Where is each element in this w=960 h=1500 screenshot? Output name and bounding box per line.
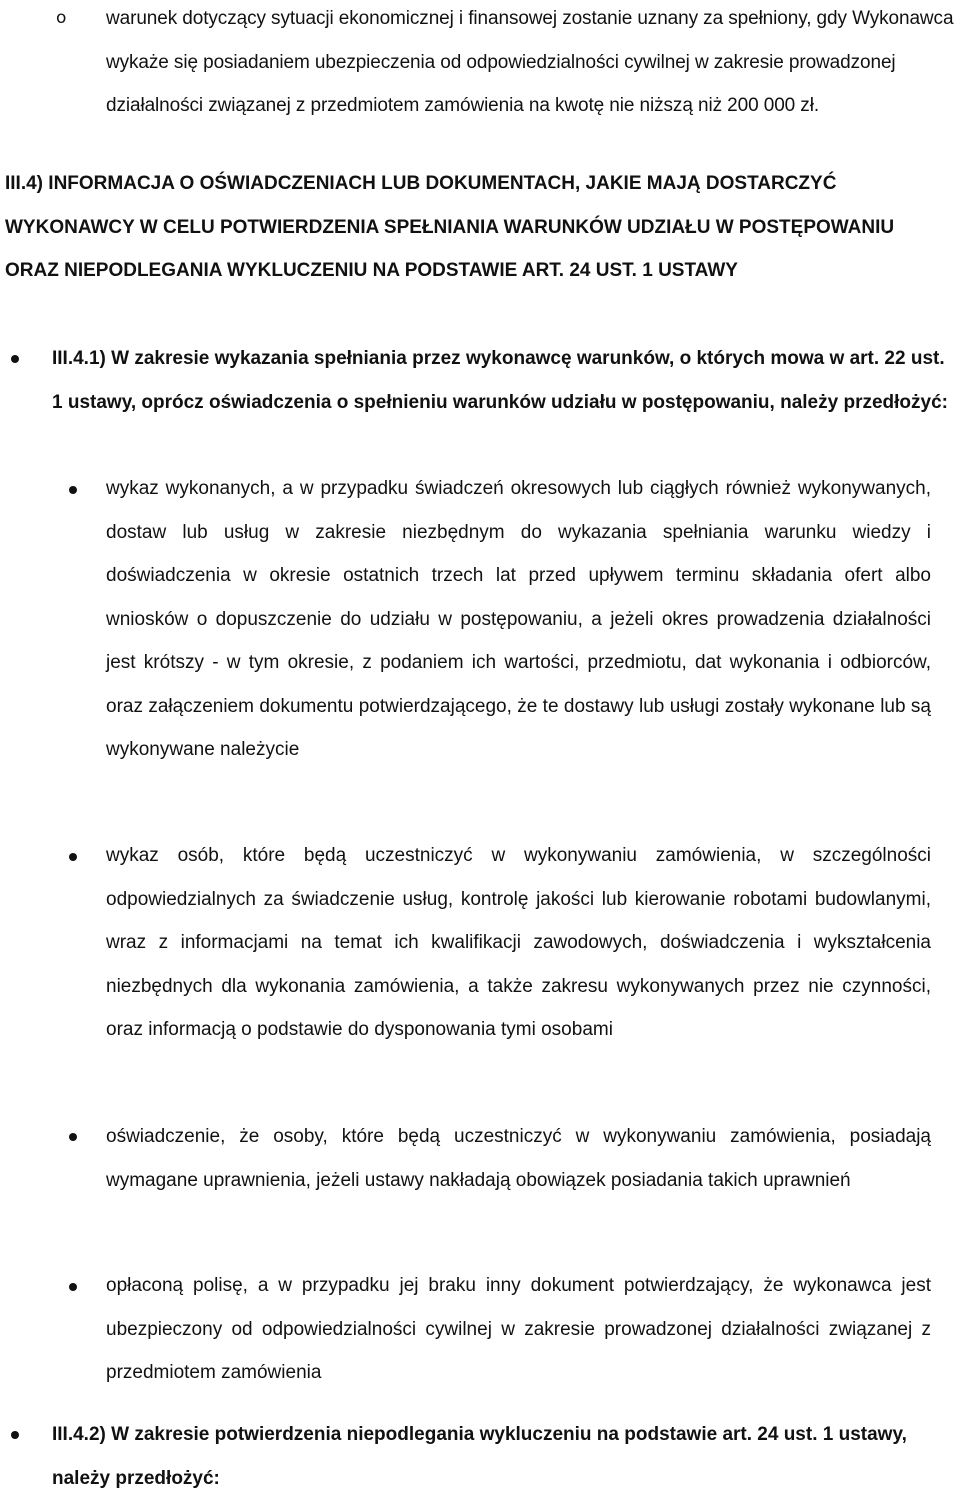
bullet-icon	[69, 1133, 77, 1141]
list-item: wykaz wykonanych, a w przypadku świadczeń okresowych lub ciągłych również wykonywanych, dostaw lub usług w zakresie niezbędnym do wykazania spełniania warunku wiedzy i doświadczenia w okresie ostatnich trzech lat przed upływem terminu składania ofert albo wniosków o dopuszczenie do udziału w postępowaniu, a jeżeli okres prowadzenia działalności jest krótszy - w tym okresie, z podaniem ich wartości, przedmiotu, dat wykonania i odbiorców, oraz załączeniem dokumentu potwierdzającego, że te dostawy lub usługi zostały wykonane lub są wykonywane należycie	[106, 478, 931, 760]
condition-paragraph: warunek dotyczący sytuacji ekonomicznej i finansowej zostanie uznany za spełniony, gdy Wykonawca wykaże się posiadaniem ubezpieczenia od odpowiedzialności cywilnej w zakresie prowadzonej działalności związanej z przedmiotem zamówienia na kwotę nie niższą niż 200 000 zł.	[106, 8, 954, 116]
list-item: wykaz osób, które będą uczestniczyć w wykonywaniu zamówienia, w szczególności odpowiedzialnych za świadczenie usług, kontrolę jakości lub kierowanie robotami budowlanymi, wraz z informacjami na temat ich kwalifikacji zawodowych, doświadczenia i wykształcenia niezbędnych dla wykonania zamówienia, a także zakresu wykonywanych przez nie czynności, oraz informacją o podstawie do dysponowania tymi osobami	[106, 845, 931, 1040]
bullet-icon	[11, 355, 19, 363]
bullet-icon	[69, 853, 77, 861]
bullet-icon	[69, 486, 77, 494]
subsection-heading-1: III.4.1) W zakresie wykazania spełniania przez wykonawcę warunków, o których mowa w art. 22 ust. 1 ustawy, oprócz oświadczenia o spełnieniu warunków udziału w postępowaniu, należy przedłożyć:	[52, 348, 948, 413]
section-heading: III.4) INFORMACJA O OŚWIADCZENIACH LUB DOKUMENTACH, JAKIE MAJĄ DOSTARCZYĆ WYKONAWCY W CELU POTWIERDZENIA SPEŁNIANIA WARUNKÓW UDZIAŁU W POSTĘPOWANIU ORAZ NIEPODLEGANIA WYKLUCZENIU NA PODSTAWIE ART. 24 UST. 1 USTAWY	[5, 173, 895, 281]
list-marker-o: o	[56, 8, 67, 28]
list-item: opłaconą polisę, a w przypadku jej braku inny dokument potwierdzający, że wykonawca jest ubezpieczony od odpowiedzialności cywilnej w zakresie prowadzonej działalności związanej z przedmiotem zamówienia	[106, 1275, 931, 1383]
subsection-heading-2: III.4.2) W zakresie potwierdzenia niepodlegania wykluczeniu na podstawie art. 24 ust. 1 ustawy, należy przedłożyć:	[52, 1424, 907, 1489]
bullet-icon	[69, 1283, 77, 1291]
bullet-icon	[11, 1431, 19, 1439]
list-item: oświadczenie, że osoby, które będą uczestniczyć w wykonywaniu zamówienia, posiadają wymagane uprawnienia, jeżeli ustawy nakładają obowiązek posiadania takich uprawnień	[106, 1126, 931, 1191]
